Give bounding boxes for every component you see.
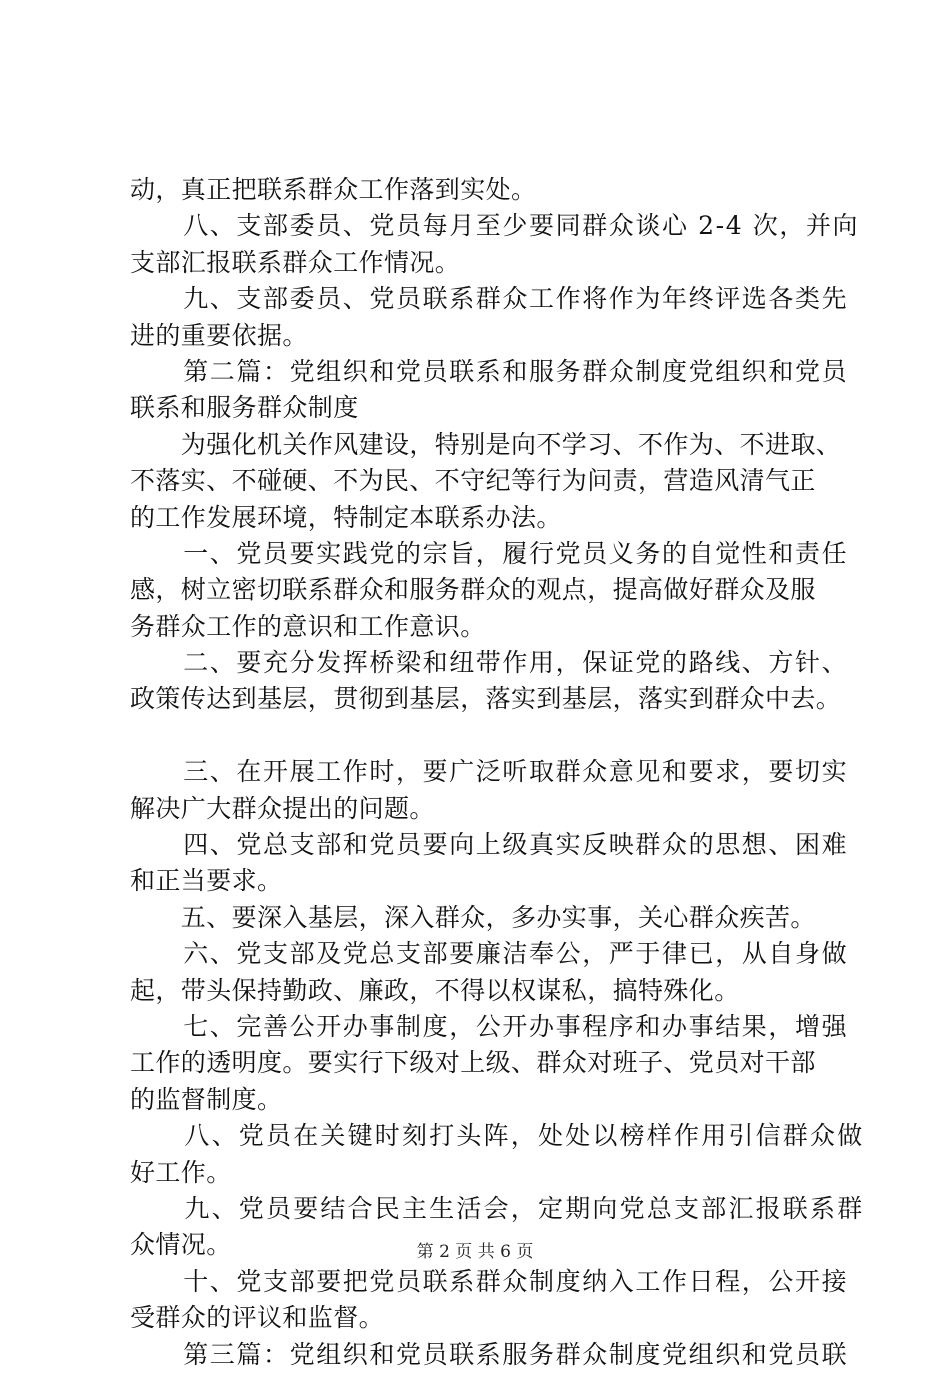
text-line: 工作的透明度。要实行下级对上级、群众对班子、党员对干部 <box>130 1048 816 1078</box>
text-line: 三、在开展工作时，要广泛听取群众意见和要求，要切实 <box>130 757 849 787</box>
text-line: 众情况。 <box>130 1230 232 1260</box>
text-line: 务群众工作的意识和工作意识。 <box>130 611 486 641</box>
text-line: 的监督制度。 <box>130 1084 283 1114</box>
document-body <box>130 172 865 1373</box>
text-line: 的工作发展环境，特制定本联系办法。 <box>130 502 562 532</box>
text-line: 好工作。 <box>130 1157 232 1187</box>
section-heading: 联系和服务群众制度 <box>130 393 359 423</box>
section-heading: 第三篇：党组织和党员联系服务群众制度党组织和党员联 <box>130 1339 849 1369</box>
text-line: 解决广大群众提出的问题。 <box>130 793 435 823</box>
text-line: 受群众的评议和监督。 <box>130 1303 385 1333</box>
text-line: 二、要充分发挥桥梁和纽带作用，保证党的路线、方针、 <box>130 648 849 678</box>
text-line: 十、党支部要把党员联系群众制度纳入工作日程，公开接 <box>130 1266 849 1296</box>
text-line: 一、党员要实践党的宗旨，履行党员义务的自觉性和责任 <box>130 538 849 568</box>
text-line: 起，带头保持勤政、廉政，不得以权谋私，搞特殊化。 <box>130 975 740 1005</box>
paragraph-gap <box>130 718 830 754</box>
text-line: 支部汇报联系群众工作情况。 <box>130 247 461 277</box>
text-line: 八、支部委员、党员每月至少要同群众谈心 2-4 次，并向 <box>130 211 860 241</box>
text-line: 五、要深入基层，深入群众，多办实事，关心群众疾苦。 <box>130 902 816 932</box>
text-line: 感，树立密切联系群众和服务群众的观点，提高做好群众及服 <box>130 575 816 605</box>
text-line: 八、党员在关键时刻打头阵，处处以榜样作用引信群众做 <box>130 1121 865 1151</box>
text-line: 六、党支部及党总支部要廉洁奉公，严于律已，从自身做 <box>130 939 849 969</box>
page-number-footer: 第 2 页 共 6 页 <box>416 1242 534 1262</box>
text-line: 九、支部委员、党员联系群众工作将作为年终评选各类先 <box>130 284 849 314</box>
text-line: 政策传达到基层，贯彻到基层，落实到基层，落实到群众中去。 <box>130 684 842 714</box>
text-line: 进的重要依据。 <box>130 320 308 350</box>
section-heading: 第二篇：党组织和党员联系和服务群众制度党组织和党员 <box>130 356 849 386</box>
text-line: 九、党员要结合民主生活会，定期向党总支部汇报联系群 <box>130 1193 865 1223</box>
text-line: 不落实、不碰硬、不为民、不守纪等行为问责，营造风清气正 <box>130 466 816 496</box>
text-line: 动，真正把联系群众工作落到实处。 <box>130 175 537 204</box>
text-line: 为强化机关作风建设，特别是向不学习、不作为、不进取、 <box>130 429 842 459</box>
text-line: 和正当要求。 <box>130 866 283 896</box>
text-line: 四、党总支部和党员要向上级真实反映群众的思想、困难 <box>130 830 849 860</box>
text-line: 七、完善公开办事制度，公开办事程序和办事结果，增强 <box>130 1011 849 1041</box>
